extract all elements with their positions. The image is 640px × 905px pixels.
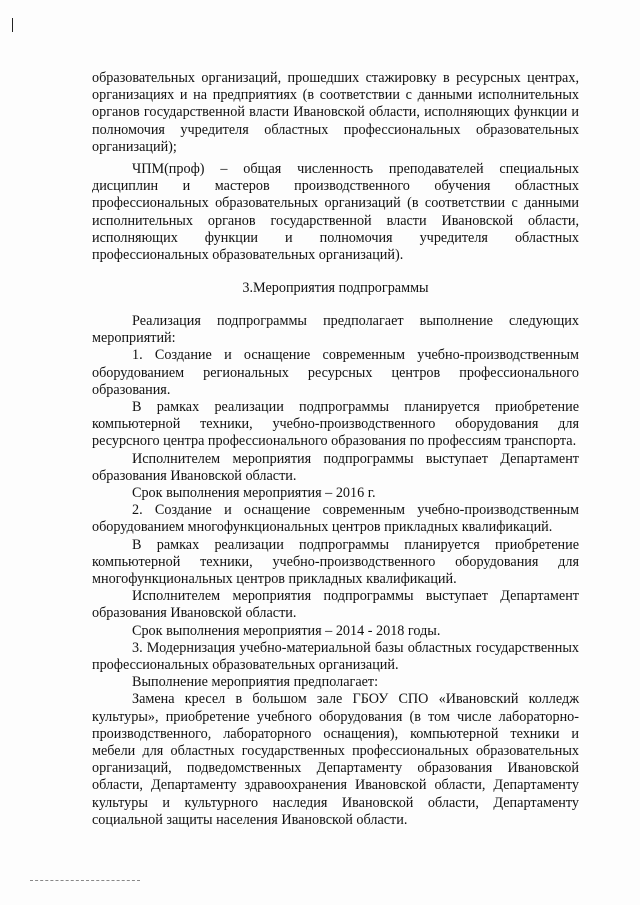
paragraph: Исполнителем мероприятия подпрограммы выступает Департамент образования Ивановской области. xyxy=(92,450,579,484)
text-block-cpm xyxy=(92,161,579,264)
paragraph: Срок выполнения мероприятия – 2016 г. xyxy=(132,485,376,502)
text-block-top xyxy=(92,70,579,156)
paragraph: Замена кресел в большом зале ГБОУ СПО «Ивановский колледж культуры», приобретение учебного оборудования (в том числе лабораторно-производственного, лабораторного оснащения), компьютерной техники и мебели для областных государственных профессиональных образовательных организаций, подведомственных Департаменту образования Ивановской области, Департаменту здравоохранения Ивановской области, Департаменту культуры и культурного наследия Ивановской области, Департаменту социальной защиты населения Ивановской области. xyxy=(92,691,579,828)
paragraph: 3. Модернизация учебно-материальной базы областных государственных профессиональных образовательных организаций. xyxy=(92,639,579,674)
section-title: 3.Мероприятия подпрограммы xyxy=(242,280,429,296)
binding-mark xyxy=(12,18,13,32)
paragraph-continuation: образовательных организаций, прошедших стажировку в ресурсных центрах, организациях и на предприятиях (в соответствии с данными исполнительных органов государственной власти Ивановской области, исполняющих функции и полномочия учредителя областных профессиональных образовательных организаций); xyxy=(92,70,579,155)
paragraph-cpm-definition: ЧПМ(проф) – общая численность преподавателей специальных дисциплин и мастеров производственного обучения областных профессиональных образовательных организаций (в соответствии с данными исполнительных органов государственной власти Ивановской области, исполняющих функции и полномочия учредителя областных профессиональных образовательных организаций). xyxy=(92,161,579,264)
paragraph: Выполнение мероприятия предполагает: xyxy=(132,674,379,691)
paragraph: В рамках реализации подпрограммы планируется приобретение компьютерной техники, учебно-производственного оборудования для многофункциональных центров прикладных квалификаций. xyxy=(92,536,579,588)
paragraph: 1. Создание и оснащение современным учебно-производственным оборудованием региональных ресурсных центров профессионального образования. xyxy=(92,347,579,398)
paragraph: Реализация подпрограммы предполагает выполнение следующих мероприятий: xyxy=(92,313,579,347)
section-heading-block xyxy=(92,280,579,297)
footer-scan-artifact xyxy=(30,880,140,883)
paragraph: В рамках реализации подпрограммы планируется приобретение компьютерной техники, учебно-производственного оборудования для ресурсного центра профессионального образования по профессиям транспорта. xyxy=(92,399,579,450)
text-block-measures xyxy=(92,313,579,829)
paragraph: Срок выполнения мероприятия – 2014 - 2018 годы. xyxy=(132,622,441,639)
paragraph: Исполнителем мероприятия подпрограммы выступает Департамент образования Ивановской области. xyxy=(92,588,579,622)
paragraph: 2. Создание и оснащение современным учебно-производственным оборудованием многофункциональных центров прикладных квалификаций. xyxy=(92,502,579,536)
